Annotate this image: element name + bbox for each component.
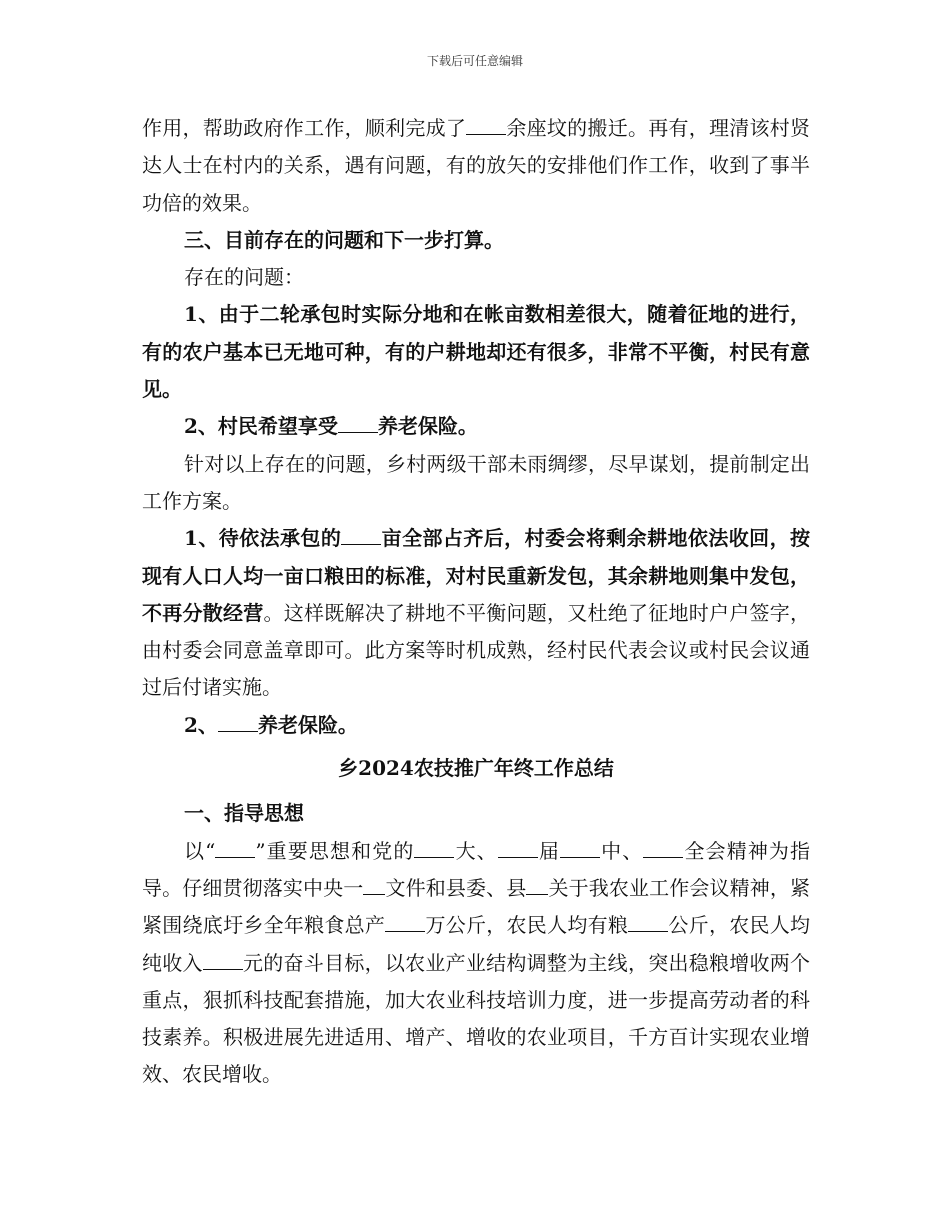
fill-blank: [560, 856, 600, 858]
page-header: 下载后可任意编辑: [426, 54, 523, 68]
text-run: 文件和县委、县: [385, 875, 527, 900]
guiding-ideology-paragraph: [142, 833, 810, 1094]
document-body: [142, 110, 810, 1094]
plan-2: [142, 707, 810, 744]
text-run: 中、: [600, 838, 644, 863]
response-intro: 针对以上存在的问题，乡村两级干部未雨绸缪，尽早谋划，提前制定出工作方案。: [142, 451, 810, 513]
fill-blank: [341, 543, 381, 545]
plan-1: [142, 520, 810, 706]
issue-1: 1、由于二轮承包时实际分地和在帐亩数相差很大，随着征地的进行，有的农户基本已无地可种，有的户耕地却还有很多，非常不平衡，村民有意见。: [142, 302, 810, 402]
text-run: 2、村民希望享受: [184, 414, 338, 439]
text-run: 关于我农业工作会议精神，紧紧围绕底圩乡全年粮食总产: [142, 875, 810, 938]
text-run: ”重要思想和党的: [255, 838, 415, 863]
section-heading-3: 三、目前存在的问题和下一步打算。: [184, 227, 504, 252]
paragraph-relocation: [142, 110, 810, 222]
fill-blank: [526, 893, 548, 895]
fill-blank: [498, 856, 538, 858]
text-run: 2、: [184, 712, 218, 737]
fill-blank: [218, 730, 258, 732]
text-run-bold: 1、待依法承包的: [184, 526, 342, 551]
text-run: 大、: [454, 838, 498, 863]
text-run: 。这样既解决了耕地不平衡问题，又杜绝了征地时户户签字，由村委会同意盖章即可。此方案等时机成熟，经村民代表会议或村民会议通过后付诸实施。: [142, 600, 810, 700]
text-run: 万公斤，农民人均有粮: [425, 913, 629, 938]
text-run-bold: 亩全部占齐后，村委会将剩余耕地依法收回，按现有人口人均一亩口粮田的标准，对村民重新发包，其余耕地则集中发包，不再分散经营: [142, 526, 810, 625]
fill-blank: [385, 930, 425, 932]
fill-blank: [338, 431, 378, 433]
text-run: 元的奋斗目标，以农业产业结构调整为主线，突出稳粮增收两个重点，狠抓科技配套措施，加大农业科技培训力度，进一步提高劳动者的科技素养。积极进展先进适用、增产、增收的农业项目，千方百计实现农业增效、农民增收。: [142, 950, 811, 1087]
fill-blank: [363, 893, 385, 895]
fill-blank: [203, 968, 243, 970]
fill-blank: [628, 930, 668, 932]
document-title: 乡2024农技推广年终工作总结: [338, 756, 614, 781]
text-run: 届: [537, 838, 561, 863]
text-run: 公斤，农民人均纯收入: [142, 913, 811, 975]
fill-blank: [643, 856, 683, 858]
text-run: 以“: [184, 838, 216, 863]
issues-label: 存在的问题：: [184, 265, 304, 290]
fill-blank: [466, 133, 506, 135]
fill-blank: [215, 856, 255, 858]
text-run: 作用，帮助政府作工作，顺利完成了: [142, 116, 467, 140]
issue-2: [142, 408, 810, 445]
fill-blank: [414, 856, 454, 858]
text-run: 全会精神为指导。仔细贯彻落实中央一: [142, 838, 811, 900]
text-run: 养老保险。: [377, 414, 478, 439]
text-run: 余座坟的搬迁。再有，理清该村贤达人士在村内的关系，遇有问题，有的放矢的安排他们作工作，收到了事半功倍的效果。: [142, 116, 811, 215]
text-run: 养老保险。: [257, 712, 358, 737]
section-heading-1: 一、指导思想: [184, 801, 304, 826]
